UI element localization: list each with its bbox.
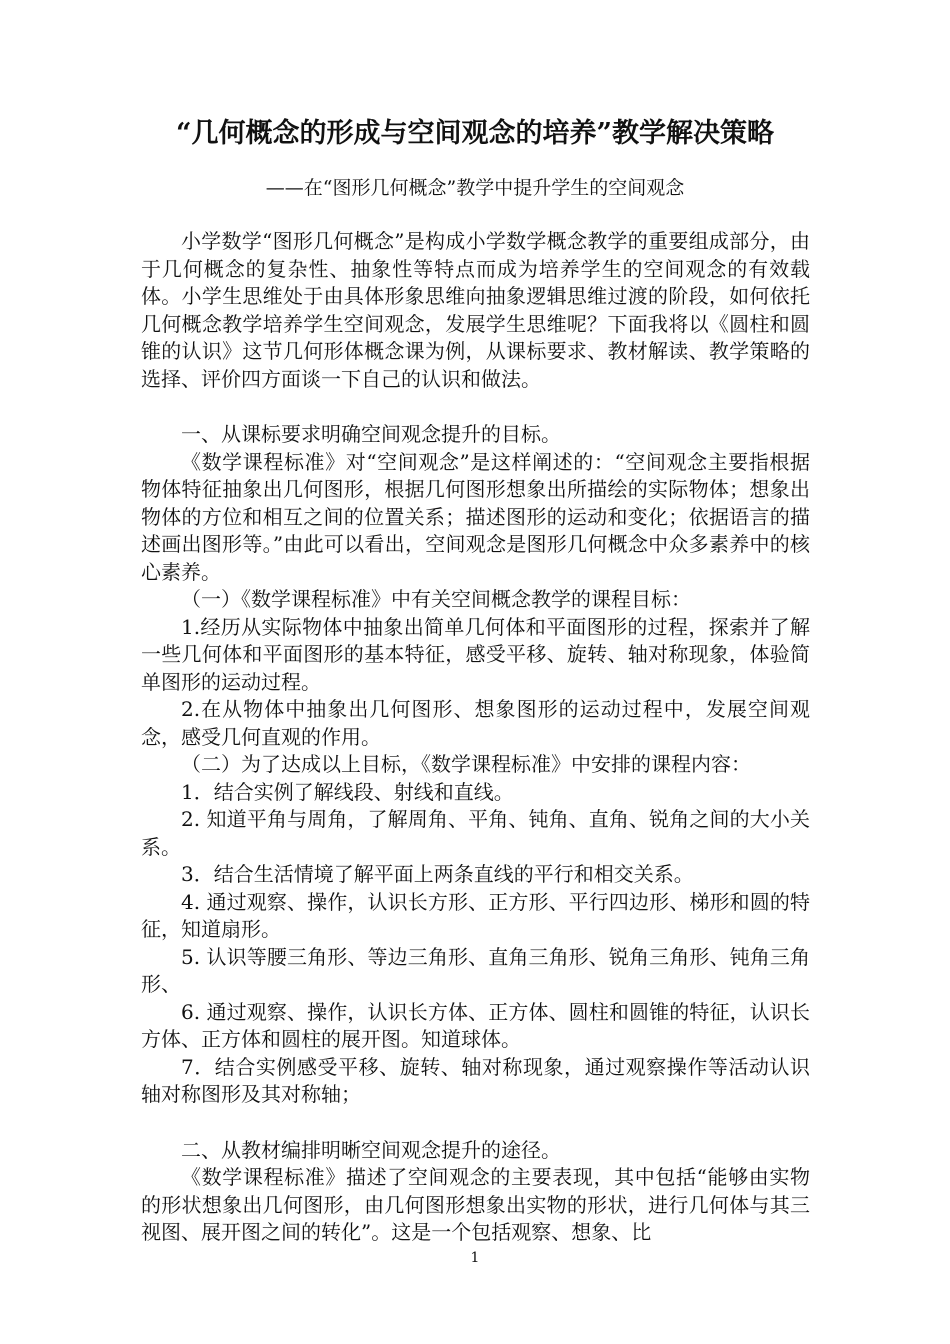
list-item: 3．结合生活情境了解平面上两条直线的平行和相交关系。 <box>181 862 694 886</box>
list-item: 2.在从物体中抽象出几何图形、想象图形的运动过程中，发展空间观念，感受几何直观的作用。 <box>141 697 810 749</box>
document-body <box>141 228 810 1247</box>
page-number: 1 <box>470 1250 480 1266</box>
intro-paragraph: 小学数学“图形几何概念”是构成小学数学概念教学的重要组成部分，由于几何概念的复杂性、抽象性等特点而成为培养学生的空间观念的有效载体。小学生思维处于由具体形象思维向抽象逻辑思维过渡的阶段，如何依托几何概念教学培养学生空间观念，发展学生思维呢？下面我将以《圆柱和圆锥的认识》这节几何形体概念课为例，从课标要求、教材解读、教学策略的选择、评价四方面谈一下自己的认识和做法。 <box>141 229 810 391</box>
list-item: 1．结合实例了解线段、射线和直线。 <box>181 779 514 804</box>
list-item: 7．结合实例感受平移、旋转、轴对称现象，通过观察操作等活动认识轴对称图形及其对称轴； <box>141 1054 810 1106</box>
section-heading-2: 二、从教材编排明晰空间观念提升的途径。 <box>181 1137 561 1162</box>
subsection-heading-1: （一）《数学课程标准》中有关空间概念教学的课程目标： <box>181 587 691 611</box>
section-heading-1: 一、从课标要求明确空间观念提升的目标。 <box>181 422 561 446</box>
list-item: 1.经历从实际物体中抽象出简单几何体和平面图形的过程，探索并了解一些几何体和平面图形的基本特征，感受平移、旋转、轴对称现象，体验简单图形的运动过程。 <box>141 614 810 694</box>
list-item: 2. 知道平角与周角，了解周角、平角、钝角、直角、锐角之间的大小关系。 <box>141 807 810 859</box>
subsection-heading-2: （二）为了达成以上目标，《数学课程标准》中安排的课程内容： <box>181 752 751 776</box>
list-item: 4. 通过观察、操作，认识长方形、正方形、平行四边形、梯形和圆的特征，知道扇形。 <box>141 889 810 941</box>
list-item: 5. 认识等腰三角形、等边三角形、直角三角形、锐角三角形、钝角三角形、 <box>141 944 810 996</box>
body-paragraph: 《数学课程标准》描述了空间观念的主要表现，其中包括“能够由实物的形状想象出几何图形，由几何图形想象出实物的形状，进行几何体与其三视图、展开图之间的转化”。这是一个包括观察、想象、比 <box>141 1165 810 1244</box>
body-paragraph: 《数学课程标准》对“空间观念”是这样阐述的：“空间观念主要指根据物体特征抽象出几何图形，根据几何图形想象出所描绘的实际物体；想象出物体的方位和相互之间的位置关系；描述图形的运动和变化；依据语言的描述画出图形等。”由此可以看出，空间观念是图形几何概念中众多素养中的核心素养。 <box>141 449 810 584</box>
document-title: “几何概念的形成与空间观念的培养”教学解决策略 <box>175 118 775 149</box>
document-subtitle: ——在“图形几何概念”教学中提升学生的空间观念 <box>265 177 685 199</box>
list-item: 6. 通过观察、操作，认识长方体、正方体、圆柱和圆锥的特征，认识长方体、正方体和圆柱的展开图。知道球体。 <box>141 999 810 1051</box>
